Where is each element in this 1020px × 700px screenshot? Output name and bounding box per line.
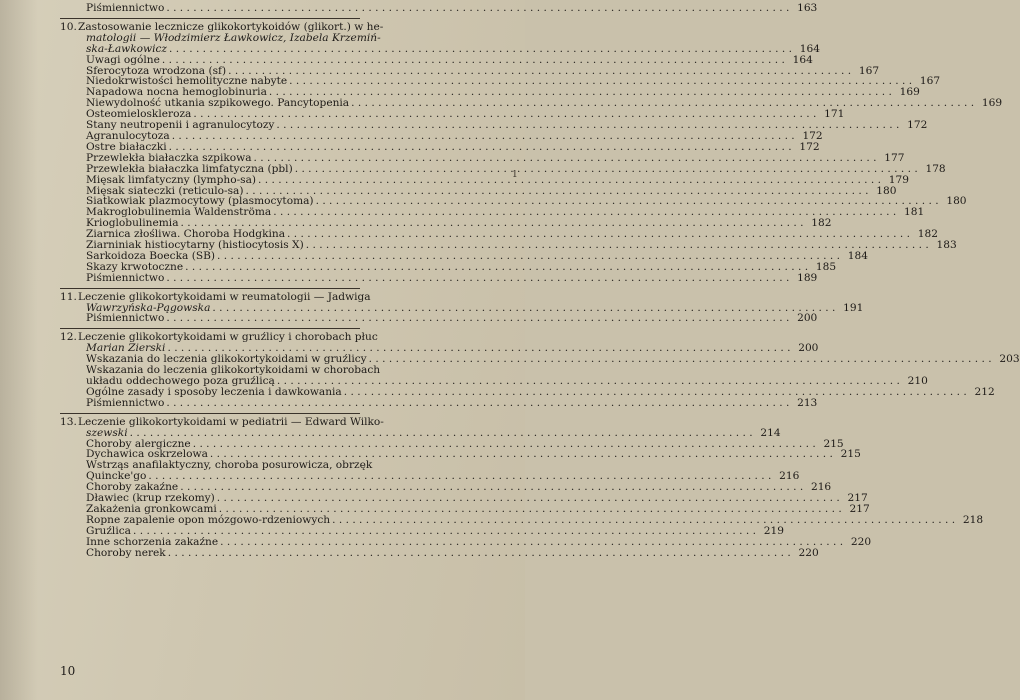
toc-entry	[60, 271, 818, 284]
toc-entry	[60, 396, 818, 409]
dot-leader	[166, 313, 789, 324]
entry-page: 172	[907, 119, 928, 132]
chapter-title-line: Leczenie glikokortykoidami w pediatrii — Edward Wilko-	[78, 415, 384, 428]
chapter-13	[60, 415, 984, 559]
entry-title: Niewydolność utkania szpikowego. Pancytopenia	[86, 97, 350, 110]
entry-title: Uwagi ogólne	[86, 53, 160, 66]
entry-page: 191	[843, 301, 864, 314]
entry-title: Siatkowiak plazmocytowy (plasmocytoma)	[86, 195, 314, 208]
entry-title-line: Wskazania do leczenia glikokortykoidami w chorobach	[86, 364, 381, 377]
dot-leader	[210, 449, 833, 460]
entry-page: 179	[888, 173, 910, 186]
entry-title: Ziarnica złośliwa. Choroba Hodgkina	[86, 228, 286, 241]
dot-leader	[169, 44, 792, 55]
chapter-author: Marian Zierski	[86, 342, 166, 355]
toc-entry	[60, 312, 818, 325]
entry-title: Ostre białaczki	[86, 140, 167, 153]
entry-page: 164	[792, 53, 813, 66]
toc-entry	[60, 448, 861, 461]
entry-title: Choroby alergiczne	[86, 437, 191, 450]
entry-title: Gruźlica	[86, 524, 131, 537]
chapter-title-line: Leczenie glikokortykoidami w reumatologii — Jadwiga	[78, 290, 371, 303]
entry-title: Skazy krwotoczne	[86, 260, 184, 273]
entry-title: Piśmiennictwo	[86, 271, 165, 284]
entry-title: Choroby zakaźne	[86, 481, 179, 494]
entry-page: 167	[919, 75, 941, 88]
chapter-11	[60, 290, 864, 325]
entry-page: 172	[799, 140, 820, 153]
dot-leader	[166, 3, 789, 14]
entry-page: 183	[936, 239, 957, 252]
entry-page: 215	[840, 448, 861, 461]
entry-title: Niedokrwistości hemolityczne nabyte	[86, 75, 288, 88]
entry-title: układu oddechowego poza gruźlicą	[86, 375, 275, 387]
separator-line	[60, 288, 360, 289]
entry-title: Przewlekła białaczka szpikowa	[86, 151, 252, 164]
entry-page: 185	[815, 260, 837, 273]
entry-title: Mięsak limfatyczny (lympho-sa)	[86, 173, 257, 186]
toc-entry	[60, 2, 818, 14]
entry-title: Dławiec (krup rzekomy)	[86, 492, 215, 505]
dot-leader	[130, 428, 753, 439]
margin-mark: 1	[512, 170, 518, 180]
entry-page: 182	[811, 217, 832, 230]
entry-page: 177	[884, 151, 905, 164]
chapter-author: szewski	[86, 426, 128, 439]
entry-page: 172	[802, 129, 823, 142]
entry-title: Przewlekła białaczka limfatyczna (pbl)	[86, 162, 293, 175]
entry-page: 218	[962, 513, 984, 526]
entry-page: 213	[797, 396, 818, 409]
entry-page: 180	[946, 195, 967, 208]
chapter-number: 10.	[60, 20, 77, 33]
entry-title: Piśmiennictwo	[86, 2, 165, 14]
entry-page: 217	[847, 492, 868, 505]
entry-title: Stany neutropenii i agranulocytozy	[86, 119, 275, 132]
entry-title-line: Wstrząs anafilaktyczny, choroba posurowicza, obrzęk	[86, 459, 373, 472]
entry-title: Piśmiennictwo	[86, 396, 165, 409]
toc-entry	[60, 353, 1020, 366]
chapter-number: 13.	[60, 415, 77, 428]
entry-title: Wskazania do leczenia glikokortykoidami w gruźlicy	[86, 353, 367, 366]
entry-title: Choroby nerek	[86, 546, 166, 559]
entry-title: Mięsak siateczki (reticulo-sa)	[86, 184, 244, 197]
entry-page: 181	[903, 206, 925, 219]
dot-leader	[369, 354, 992, 365]
chapter-title-line: Zastosowanie lecznicze glikokortykoidów (glikort.) w he-	[78, 20, 384, 33]
entry-page: 220	[798, 546, 819, 559]
toc-entry	[60, 42, 820, 55]
entry-page: 220	[850, 535, 872, 548]
entry-page: 214	[760, 426, 781, 439]
entry-page: 171	[824, 108, 845, 121]
entry-page: 169	[981, 97, 1003, 110]
chapter-number: 12.	[60, 331, 77, 344]
entry-title: Quincke'go	[86, 470, 147, 483]
chapter-10	[60, 20, 1003, 284]
entry-page: 200	[797, 312, 818, 325]
entry-title: Makroglobulinemia Waldenströma	[86, 206, 272, 219]
entry-title: Osteomieloskleroza	[86, 108, 192, 121]
entry-title: Ziarniniak histiocytarny (histiocytosis X)	[86, 239, 304, 252]
entry-title: Napadowa nocna hemoglobinuria	[86, 86, 267, 99]
entry-title: Dychawica oskrzelowa	[86, 448, 208, 461]
dot-leader	[162, 55, 785, 66]
dot-leader	[168, 548, 791, 559]
entry-page: 163	[797, 2, 818, 14]
toc-entry	[60, 426, 781, 439]
entry-page: 216	[810, 481, 832, 494]
chapter-author: Wawrzyńska-Pągowska	[86, 301, 211, 314]
entry-page: 164	[799, 42, 820, 55]
entry-page: 169	[899, 86, 920, 99]
entry-page: 215	[823, 437, 844, 450]
entry-page: 180	[876, 184, 897, 197]
chapter-title-line: matologii — Włodzimierz Ławkowicz, Izabela Krzemiń-	[86, 31, 381, 44]
dot-leader	[166, 273, 789, 284]
entry-title: Zakażenia gronkowcami	[86, 502, 217, 515]
entry-title: Sarkoidoza Boecka (SB)	[86, 249, 216, 262]
entry-page: 212	[974, 385, 995, 398]
entry-title: Ogólne zasady i sposoby leczenia i dawkowania	[86, 385, 342, 398]
dot-leader	[166, 398, 789, 409]
toc-entry	[60, 162, 946, 175]
toc-entry	[60, 535, 872, 548]
entry-page: 184	[847, 249, 869, 262]
entry-page: 189	[797, 271, 818, 284]
separator-line	[60, 413, 360, 414]
entry-page: 178	[925, 162, 946, 175]
dot-leader	[220, 537, 843, 548]
toc-entry	[60, 53, 813, 66]
entry-title: Sferocytoza wrodzona (sf)	[86, 64, 227, 77]
chapter-author: ska-Ławkowicz	[86, 42, 167, 55]
entry-page: 200	[798, 342, 819, 355]
separator-line	[60, 328, 360, 329]
chapter-title-line: Leczenie glikokortykoidami w gruźlicy i chorobach płuc	[78, 331, 378, 344]
entry-page: 216	[779, 470, 800, 483]
separator-line	[60, 18, 360, 19]
page-number: 10	[60, 664, 76, 678]
entry-title: Krioglobulinemia	[86, 217, 179, 230]
chapter-number: 11.	[60, 290, 77, 303]
chapter-12	[60, 331, 1020, 409]
toc-entry	[60, 173, 910, 186]
entry-title: Inne schorzenia zakaźne	[86, 535, 219, 548]
entry-title: Agranulocytoza	[86, 129, 170, 142]
entry-page: 210	[907, 375, 928, 387]
dot-leader	[258, 175, 881, 186]
entry-title: Ropne zapalenie opon mózgowo-rdzeniowych	[86, 513, 331, 526]
entry-page: 203	[999, 353, 1020, 366]
entry-title: Piśmiennictwo	[86, 312, 165, 325]
entry-page: 217	[849, 502, 870, 515]
entry-page: 167	[858, 64, 880, 77]
toc-entry	[60, 546, 819, 559]
entry-page: 219	[763, 524, 784, 537]
dot-leader	[295, 164, 918, 175]
entry-page: 182	[917, 228, 939, 241]
table-of-contents	[60, 0, 1020, 559]
